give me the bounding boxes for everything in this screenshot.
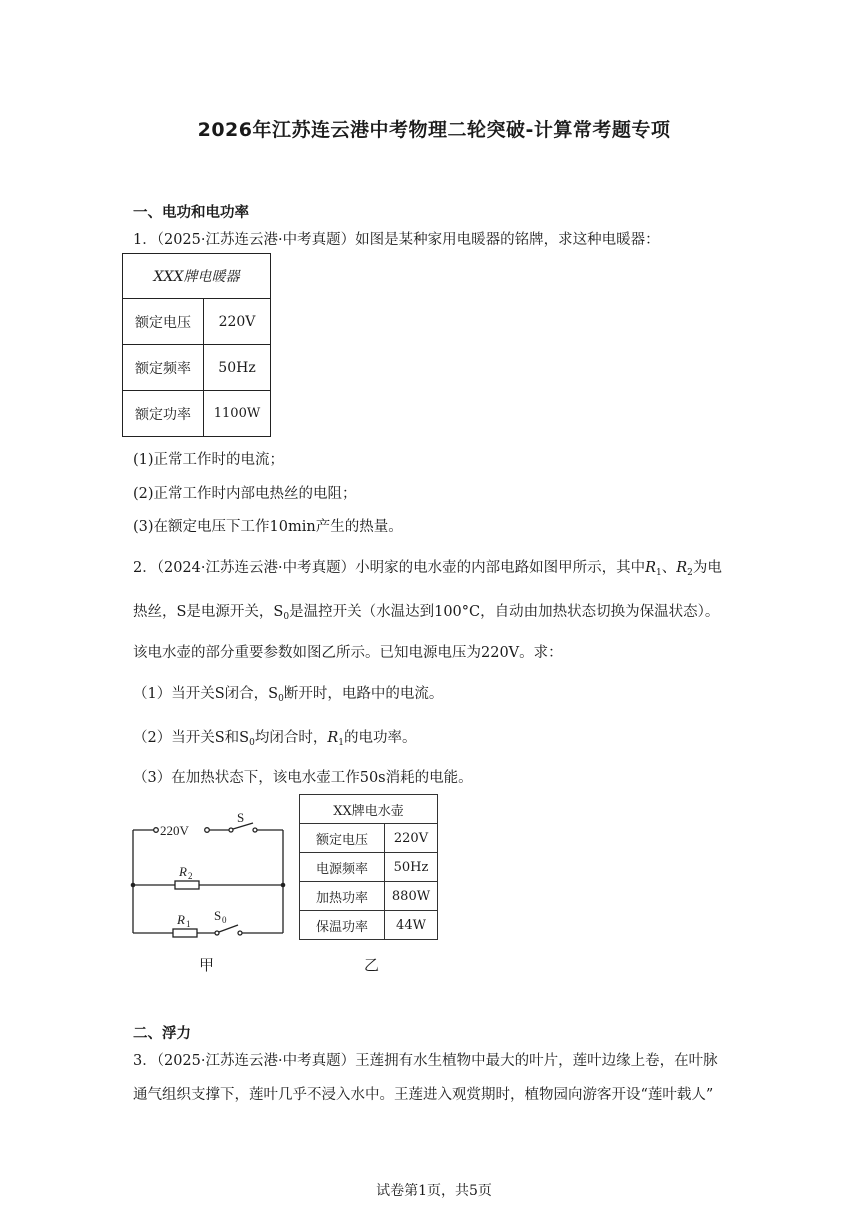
question-2-part-3: （3）在加热状态下，该电水壶工作50s消耗的电能。	[133, 770, 473, 786]
r2-label: R	[179, 864, 187, 879]
kettle-nameplate-table	[299, 794, 438, 940]
part2-r-subscript: 1	[338, 738, 344, 748]
part2-text-a: （2）当开关S和S	[133, 730, 250, 746]
heater-nameplate-table	[122, 253, 271, 437]
table-cell-label: 额定功率	[123, 391, 204, 437]
part2-text-b: 均闭合时，	[254, 730, 328, 746]
question-1-part-3: (3)在额定电压下工作10min产生的热量。	[133, 519, 403, 535]
part1-text-b: 断开时，电路中的电流。	[283, 686, 444, 702]
r1-subscript: 1	[656, 568, 662, 578]
part2-r-symbol: R	[327, 730, 339, 746]
table-cell-value: 50Hz	[385, 853, 438, 882]
r1-label: R	[177, 912, 185, 927]
heater-nameplate-header: XXX牌电暖器	[123, 254, 271, 299]
page-title: 2026年江苏连云港中考物理二轮突破-计算常考题专项	[197, 119, 671, 141]
question-1-part-1: (1)正常工作时的电流；	[133, 452, 285, 468]
switch-s-label: S	[237, 810, 245, 825]
question-3-line-2: 通气组织支撑下，莲叶几乎不浸入水中。王莲进入观赏期时，植物园向游客开设“莲叶载人”	[133, 1087, 714, 1103]
table-cell-value: 1100W	[204, 391, 271, 437]
table-row	[123, 345, 271, 391]
table-cell-label: 保温功率	[300, 911, 385, 940]
table-cell-label: 额定电压	[123, 299, 204, 345]
table-row	[300, 824, 438, 853]
part2-text-c: 的电功率。	[343, 730, 417, 746]
voltage-label: 220V	[160, 823, 189, 838]
r2-subscript: 2	[687, 568, 693, 578]
table-row	[300, 882, 438, 911]
r2-symbol: R	[676, 560, 688, 576]
table-cell-value: 44W	[385, 911, 438, 940]
question-1-part-2: (2)正常工作时内部电热丝的电阻；	[133, 486, 357, 502]
line2-text-b: 是温控开关（水温达到100°C，自动由加热状态切换为保温状态）。	[289, 604, 720, 620]
switch-s0-label: S	[214, 908, 222, 923]
r1-symbol: R	[645, 560, 657, 576]
table-row	[300, 911, 438, 940]
part2-s-subscript: 0	[249, 738, 255, 748]
kettle-nameplate-header: XX牌电水壶	[300, 795, 438, 824]
section-heading-electric-power: 一、电功和电功率	[133, 205, 249, 221]
table-cell-value: 220V	[385, 824, 438, 853]
part1-subscript: 0	[278, 694, 284, 704]
question-2-stem-line-2	[133, 600, 719, 622]
table-cell-label: 电源频率	[300, 853, 385, 882]
question-2-part-1	[133, 682, 443, 704]
question-2-stem-line-1	[133, 556, 722, 578]
table-row	[123, 391, 271, 437]
table-cell-value: 220V	[204, 299, 271, 345]
figure-label-yi: 乙	[364, 956, 380, 974]
question-3-line-1: 3．（2025·江苏连云港·中考真题）王莲拥有水生植物中最大的叶片，莲叶边缘上卷，在叶脉	[133, 1053, 718, 1069]
page-footer: 试卷第1页，共5页	[376, 1183, 492, 1199]
table-row	[123, 299, 271, 345]
separator: 、	[661, 560, 677, 576]
r2-label-subscript: 2	[188, 871, 193, 881]
question-2-stem-text: 2．（2024·江苏连云港·中考真题）小明家的电水壶的内部电路如图甲所示，其中	[133, 560, 646, 576]
table-row	[300, 853, 438, 882]
question-2-stem-line-3: 该电水壶的部分重要参数如图乙所示。已知电源电压为220V。求：	[133, 645, 563, 661]
section-heading-buoyancy: 二、浮力	[133, 1026, 191, 1042]
question-1-stem: 1．（2025·江苏连云港·中考真题）如图是某种家用电暖器的铭牌，求这种电暖器：	[133, 232, 660, 248]
part1-text-a: （1）当开关S闭合，S	[133, 686, 279, 702]
switch-s0-subscript: 0	[222, 915, 227, 925]
table-cell-label: 加热功率	[300, 882, 385, 911]
question-2-part-2	[133, 726, 416, 748]
table-cell-label: 额定电压	[300, 824, 385, 853]
question-2-stem-end: 为电	[692, 560, 722, 576]
circuit-diagram	[125, 810, 295, 945]
table-cell-value: 880W	[385, 882, 438, 911]
table-cell-label: 额定频率	[123, 345, 204, 391]
table-cell-value: 50Hz	[204, 345, 271, 391]
figure-label-jia: 甲	[199, 956, 215, 974]
line2-text-a: 热丝，S是电源开关，S	[133, 604, 284, 620]
r1-label-subscript: 1	[186, 919, 191, 929]
s0-subscript: 0	[283, 612, 290, 622]
